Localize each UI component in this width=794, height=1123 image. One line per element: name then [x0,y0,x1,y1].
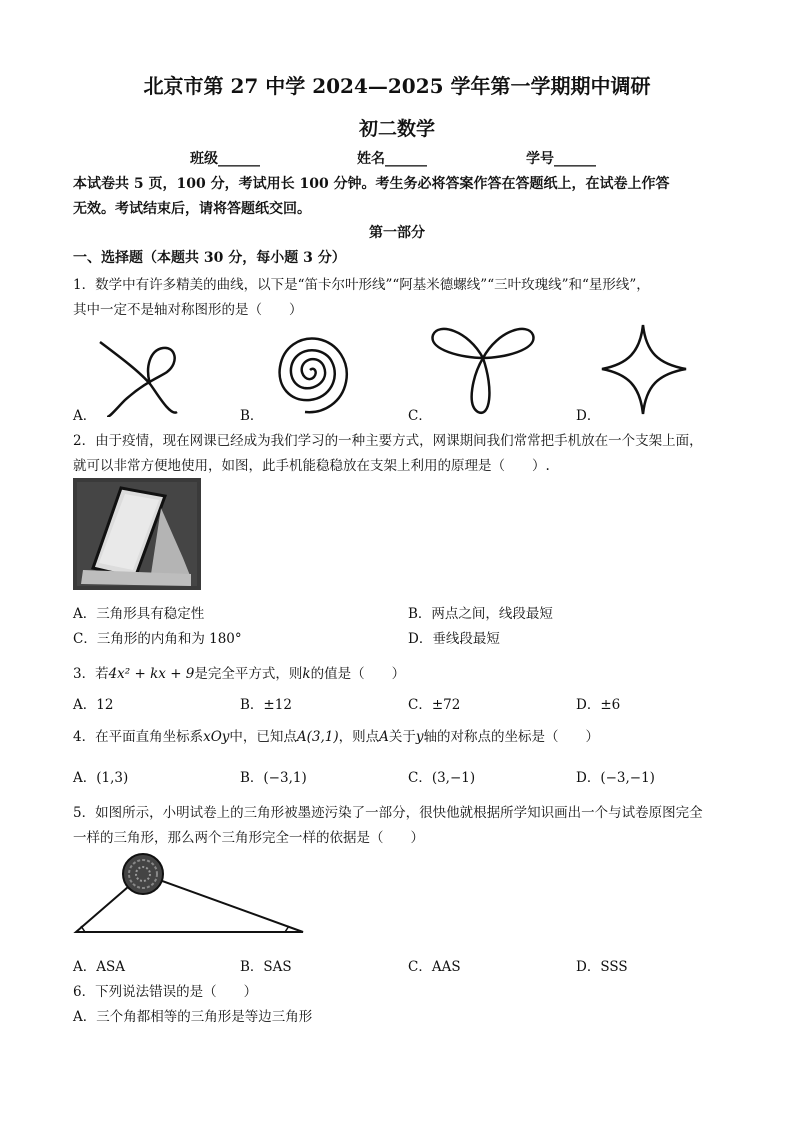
phone-on-stand-photo [73,478,201,590]
question-2-option-c[interactable]: C．三角形的内角和为 180° [73,631,242,647]
question-1-option-a[interactable]: A． [73,408,97,424]
notice-line-1: 本试卷共 5 页，100 分，考试用长 100 分钟。考生务必将答案作答在答题纸上，在试卷上作答 [73,176,670,192]
question-4-stem-mid: 中，已知点 [229,729,297,745]
question-3-option-d[interactable]: D．±6 [576,697,621,713]
three-leaf-rose-figure [428,320,538,415]
folium-curve-figure [95,322,185,417]
spiral-curve-figure [260,322,360,417]
question-1-line-2: 其中一定不是轴对称图形的是（ ） [73,302,303,318]
question-6-stem: 6．下列说法错误的是（ ） [73,984,258,1000]
question-4-coordinate-system: xOy [203,729,230,745]
question-4-point: A(3,1) [296,729,339,745]
question-3-stem-pre: 3．若 [73,666,109,682]
notice-line-2: 无效。考试结束后，请将答题纸交回。 [73,201,311,217]
question-4-option-b[interactable]: B．(−3,1) [240,770,307,786]
question-4-axis: y [415,729,424,745]
question-4-option-a[interactable]: A．(1,3) [73,770,129,786]
exam-title: 北京市第 27 中学 2024—2025 学年第一学期期中调研 [143,74,651,98]
question-4-variable: A [379,729,389,745]
question-2-line-1: 2．由于疫情，现在网课已经成为我们学习的一种主要方式，网课期间我们常常把手机放在一个支架上面， [73,433,703,449]
exam-subtitle: 初二数学 [358,118,435,140]
question-5-option-c[interactable]: C．AAS [408,959,461,975]
section-label: 一、选择题（本题共 30 分，每小题 3 分） [73,250,346,266]
question-1-option-d[interactable]: D． [576,408,601,424]
question-5-line-2: 一样的三角形，那么两个三角形完全一样的依据是（ ） [73,830,424,846]
question-2-option-a[interactable]: A．三角形具有稳定性 [73,606,205,622]
question-3-stem-end: 的值是（ ） [310,666,406,682]
question-5-option-d[interactable]: D．SSS [576,959,628,975]
question-4-stem-end: 轴的对称点的坐标是（ ） [423,729,600,745]
question-3-option-b[interactable]: B．±12 [240,697,292,713]
question-2-option-d[interactable]: D．垂线段最短 [408,631,500,647]
name-field: 姓名______ [357,151,427,167]
question-4-option-c[interactable]: C．(3,−1) [408,770,476,786]
question-3-stem [73,662,405,682]
question-5-option-b[interactable]: B．SAS [240,959,292,975]
student-id-field: 学号______ [526,151,596,167]
question-4-stem-post: ，则点 [338,729,380,745]
question-3-option-c[interactable]: C．±72 [408,697,461,713]
question-4-option-d[interactable]: D．(−3,−1) [576,770,655,786]
question-3-stem-post: 是完全平方式，则 [194,666,303,682]
question-2-option-b[interactable]: B．两点之间，线段最短 [408,606,553,622]
question-3-option-a[interactable]: A．12 [73,697,114,713]
question-1-option-b[interactable]: B． [240,408,264,424]
question-6-option-a[interactable]: A．三个角都相等的三角形是等边三角形 [73,1009,313,1025]
question-1-line-1: 1．数学中有许多精美的曲线，以下是“笛卡尔叶形线”“阿基米德螺线”“三叶玫瑰线”和“星形线”， [73,277,650,293]
question-2-line-2: 就可以非常方便地使用，如图，此手机能稳稳放在支架上利用的原理是（ ）. [73,458,550,474]
question-3-variable: k [302,666,311,682]
question-4-stem-post2: 关于 [388,729,416,745]
ink-stained-triangle-figure [73,852,308,940]
question-4-stem [73,725,599,745]
question-4-stem-pre: 4．在平面直角坐标系 [73,729,204,745]
question-5-option-a[interactable]: A．ASA [73,959,125,975]
question-1-option-c[interactable]: C． [408,408,432,424]
class-field: 班级______ [190,151,260,167]
question-3-expression: 4x² + kx + 9 [108,666,195,682]
astroid-figure [598,322,690,417]
part-label: 第一部分 [369,225,425,241]
question-5-line-1: 5．如图所示，小明试卷上的三角形被墨迹污染了一部分，很快他就根据所学知识画出一个与试卷原图完全 [73,805,703,821]
